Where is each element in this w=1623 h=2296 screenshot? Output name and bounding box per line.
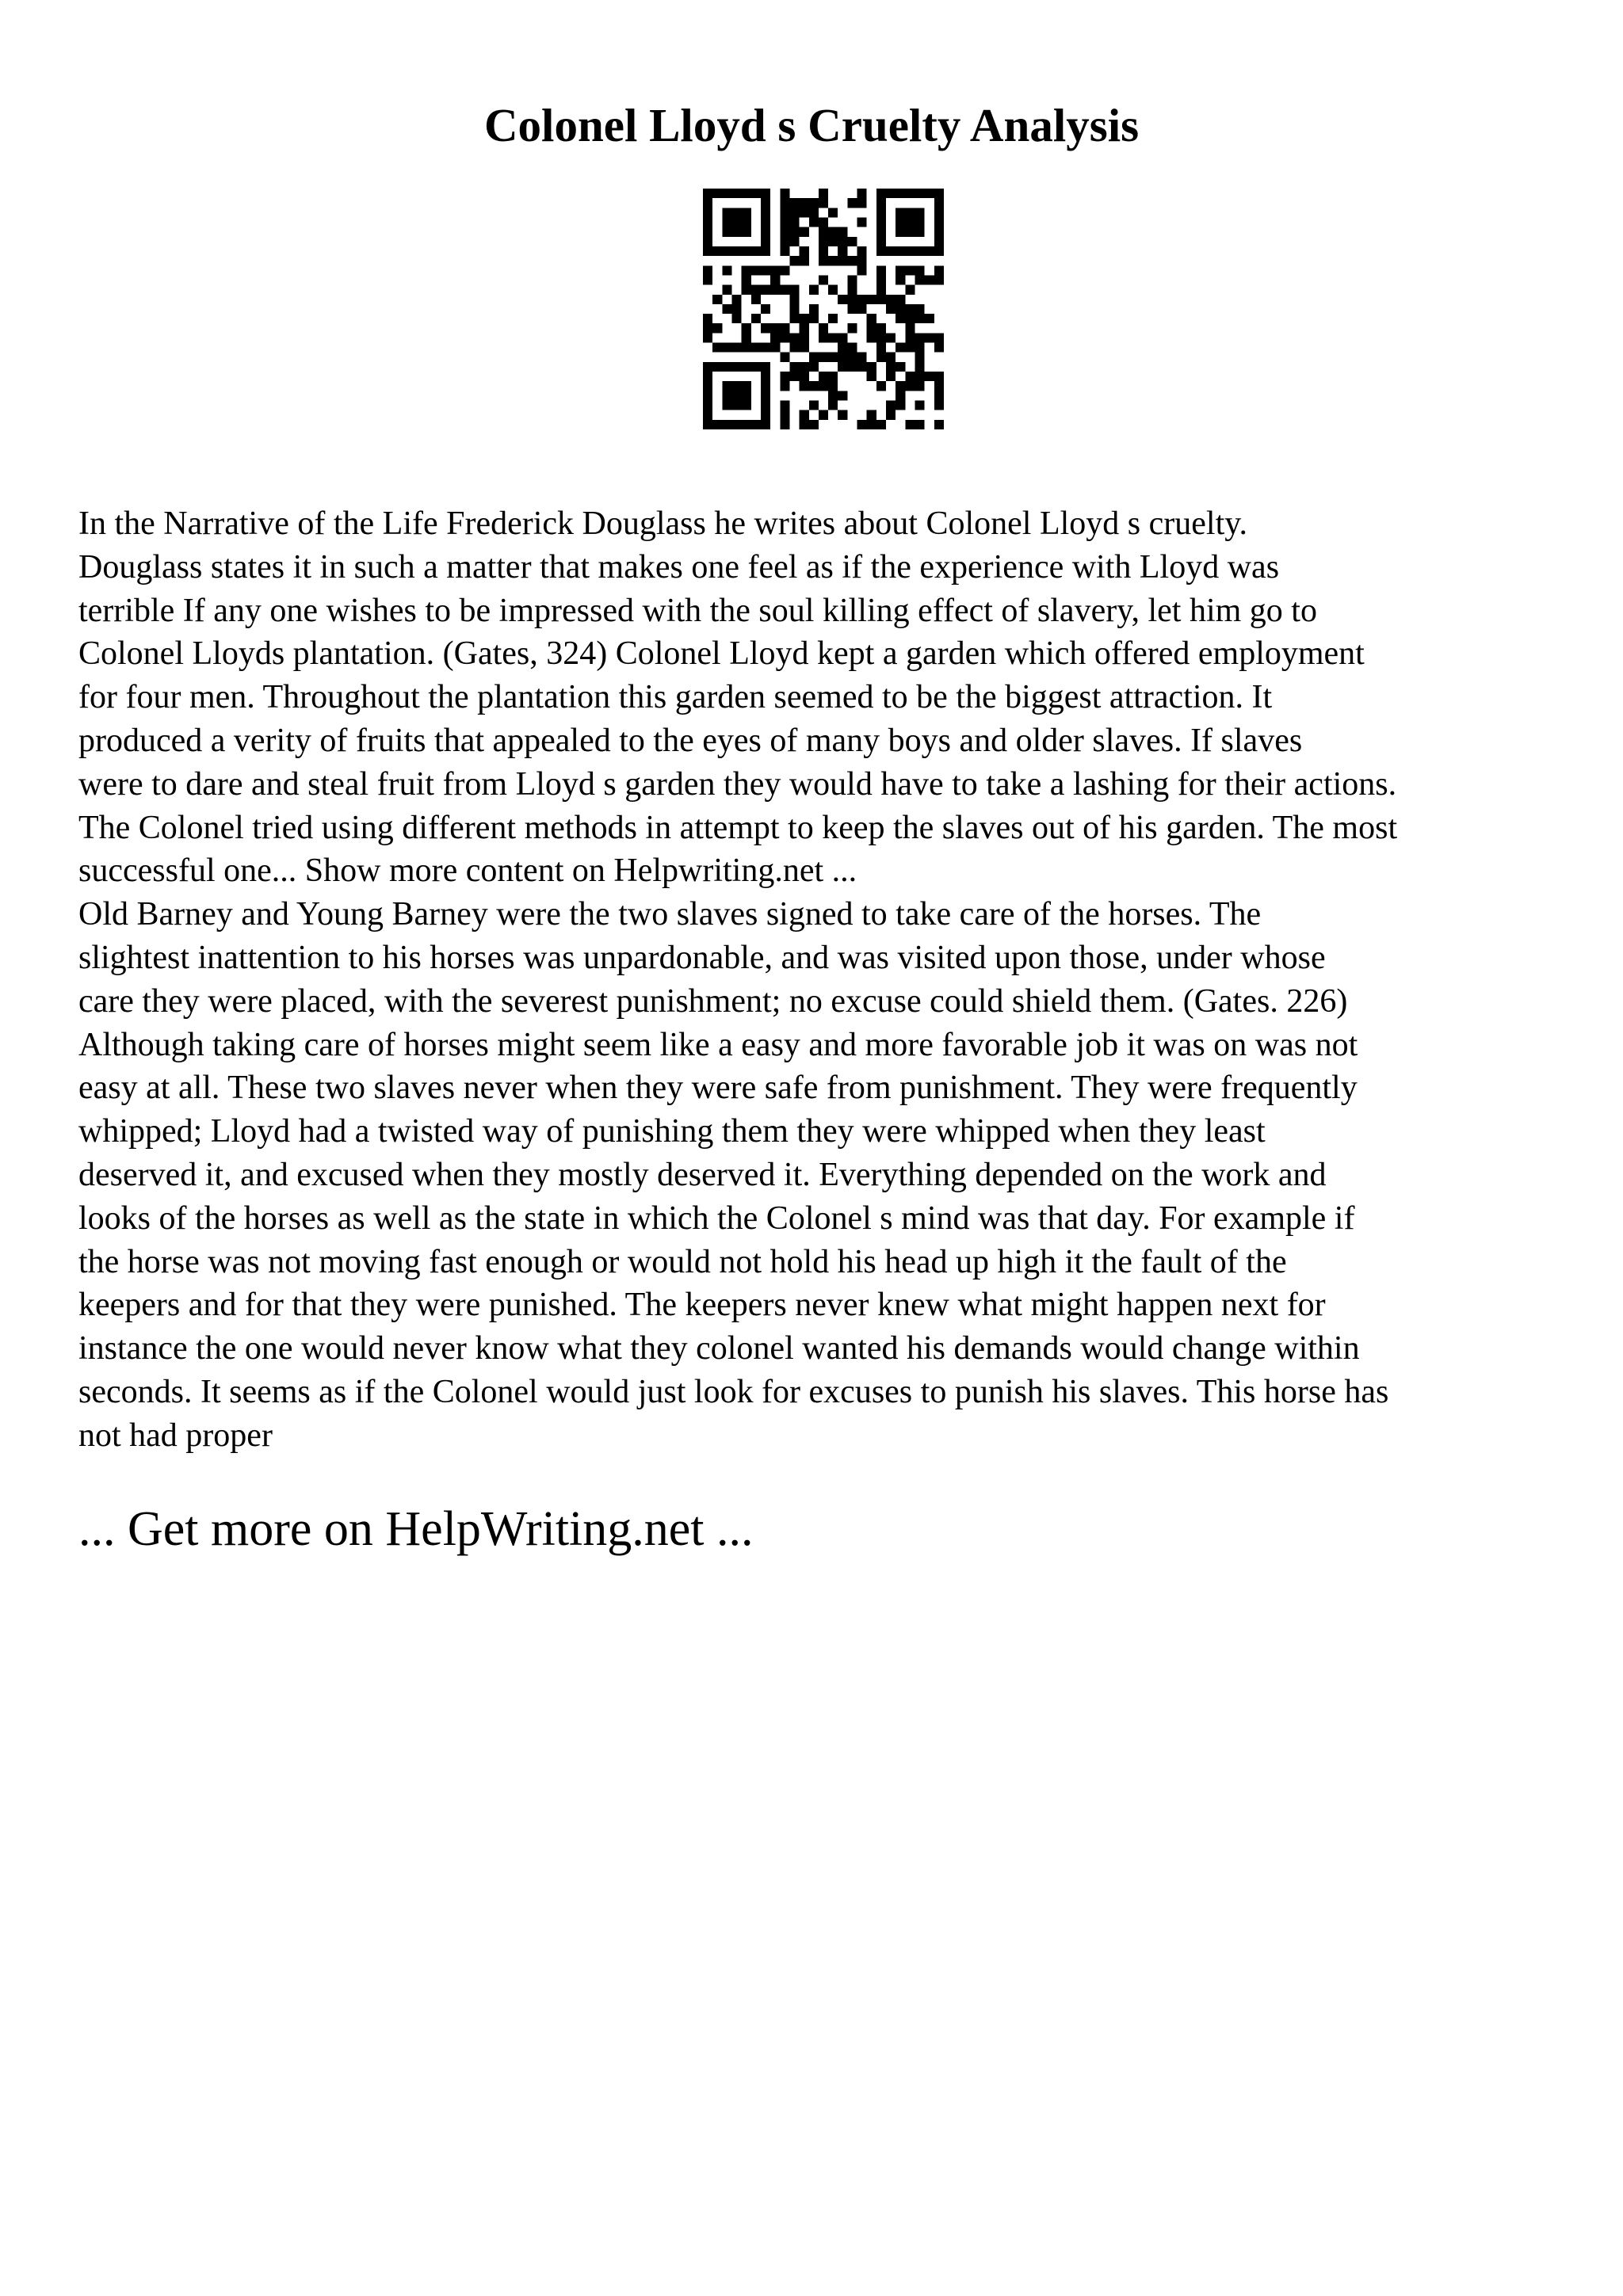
body-line: Old Barney and Young Barney were the two slaves signed to take care of the horses. The [78, 896, 1262, 933]
body-line: instance the one would never know what they colonel wanted his demands would change within [78, 1330, 1360, 1367]
body-line: care they were placed, with the severest punishment; no excuse could shield them. (Gates. 226) [78, 982, 1348, 1020]
body-line: Colonel Lloyds plantation. (Gates, 324) Colonel Lloyd kept a garden which offered employment [78, 635, 1365, 673]
show-more-line[interactable]: successful one... Show more content on Helpwriting.net ... [78, 852, 857, 890]
body-line: Although taking care of horses might seem like a easy and more favorable job it was on was not [78, 1026, 1358, 1063]
body-line: keepers and for that they were punished. The keepers never knew what might happen next for [78, 1287, 1326, 1324]
body-line: whipped; Lloyd had a twisted way of punishing them they were whipped when they least [78, 1113, 1266, 1150]
qr-code-graphic [703, 189, 944, 429]
body-line: The Colonel tried using different methods in attempt to keep the slaves out of his garden. The most [78, 809, 1398, 846]
body-line: In the Narrative of the Life Frederick Douglass he writes about Colonel Lloyd s cruelty. [78, 505, 1248, 542]
get-more-link[interactable]: ... Get more on HelpWriting.net ... [78, 1502, 754, 1556]
body-line: produced a verity of fruits that appealed to the eyes of many boys and older slaves. If slaves [78, 722, 1303, 759]
body-line: were to dare and steal fruit from Lloyd s garden they would have to take a lashing for their actions. [78, 765, 1397, 803]
body-line: Douglass states it in such a matter that makes one feel as if the experience with Lloyd was [78, 548, 1280, 585]
qr-code-icon [703, 189, 944, 429]
article-body [78, 502, 1568, 1458]
body-line: not had proper [78, 1417, 273, 1454]
body-line: looks of the horses as well as the state in which the Colonel s mind was that day. For example if [78, 1199, 1355, 1237]
body-line: deserved it, and excused when they mostly deserved it. Everything depended on the work and [78, 1156, 1327, 1193]
body-line: slightest inattention to his horses was unpardonable, and was visited upon those, under whose [78, 939, 1326, 976]
body-line: the horse was not moving fast enough or would not hold his head up high it the fault of the [78, 1243, 1287, 1280]
body-line: for four men. Throughout the plantation this garden seemed to be the biggest attraction. It [78, 679, 1273, 716]
body-line: seconds. It seems as if the Colonel would just look for excuses to punish his slaves. This horse has [78, 1373, 1389, 1410]
body-line: easy at all. These two slaves never when they were safe from punishment. They were frequently [78, 1070, 1358, 1107]
page-title: Colonel Lloyd s Cruelty Analysis [483, 99, 1140, 151]
body-line: terrible If any one wishes to be impressed with the soul killing effect of slavery, let him go to [78, 592, 1317, 629]
